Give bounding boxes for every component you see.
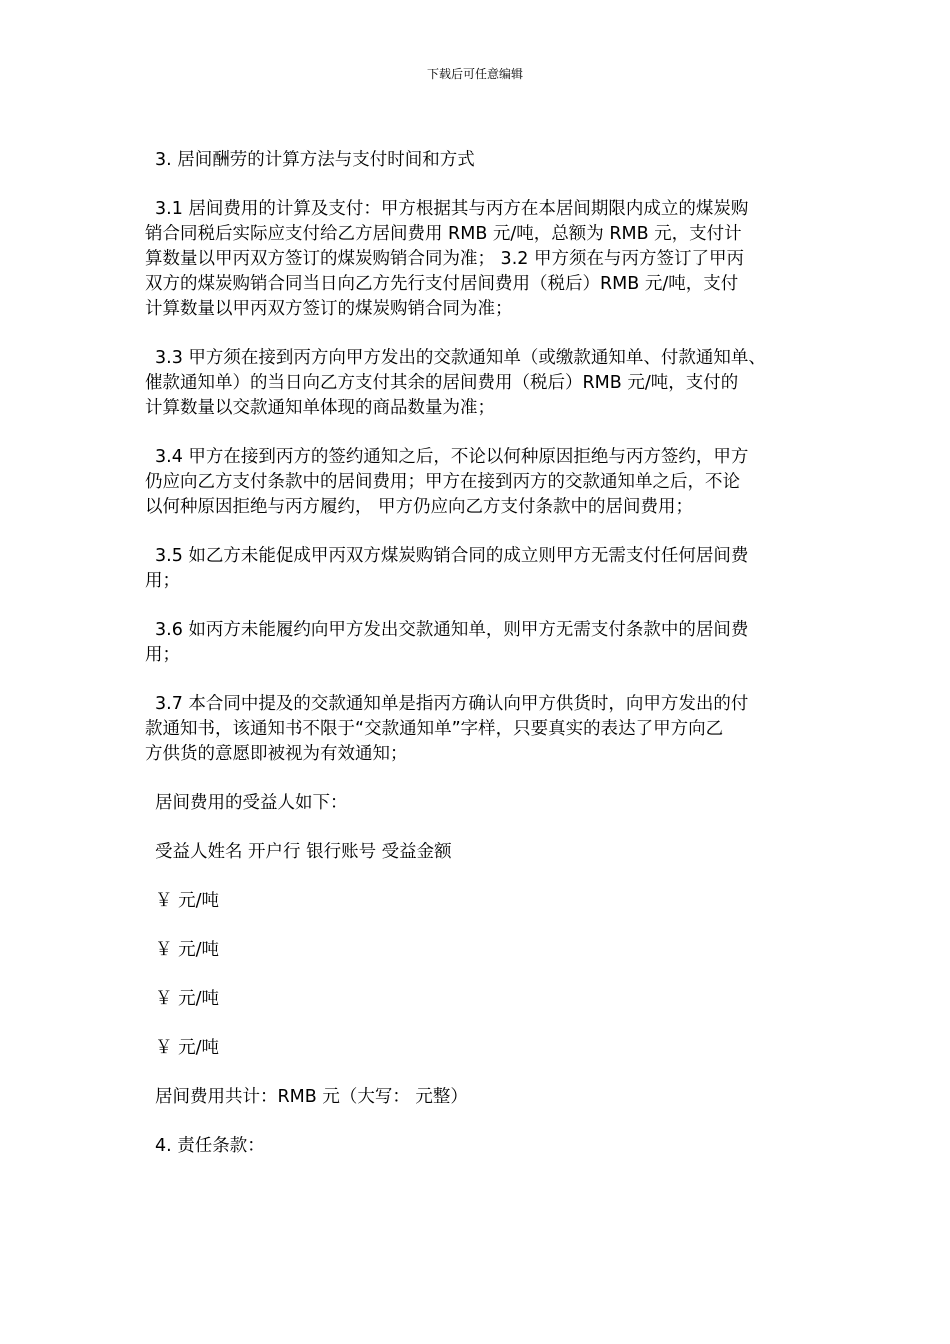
beneficiary-amount-1: ￥ 元/吨 — [155, 891, 219, 911]
beneficiary-intro: 居间费用的受益人如下： — [155, 793, 348, 813]
page-header: 下载后可任意编辑 — [426, 67, 523, 81]
clause-3-5: 3.5 如乙方未能促成甲丙双方煤炭购销合同的成立则甲方无需支付任何居间费 用； — [145, 546, 749, 591]
clause-3-7: 3.7 本合同中提及的交款通知单是指丙方确认向甲方供货时，向甲方发出的付 款通知书，该通知书不限于“交款通知单”字样，只要真实的表达了甲方向乙 方供货的意愿即被视为有效通知； — [145, 694, 749, 764]
total-fee: 居间费用共计：RMB 元（大写： 元整） — [155, 1087, 468, 1107]
clause-3-3: 3.3 甲方须在接到丙方向甲方发出的交款通知单（或缴款通知单、付款通知单、 催款通知单）的当日向乙方支付其余的居间费用（税后）RMB 元/吨，支付的 计算数量以交款通知单体现的商品数量为准； — [145, 348, 766, 418]
section-heading: 3. 居间酬劳的计算方法与支付时间和方式 — [155, 150, 475, 170]
beneficiary-amount-2: ￥ 元/吨 — [155, 940, 219, 960]
clause-3-6: 3.6 如丙方未能履约向甲方发出交款通知单，则甲方无需支付条款中的居间费 用； — [145, 620, 749, 665]
clause-3-1: 3.1 居间费用的计算及支付：甲方根据其与丙方在本居间期限内成立的煤炭购 销合同税后实际应支付给乙方居间费用 RMB 元/吨，总额为 RMB 元，支付计 算数量以甲丙双方签订的煤炭购销合同为准； 3.2 甲方须在与丙方签订了甲丙 双方的煤炭购销合同当日向乙方先行支付居间费用（税后）RMB 元/吨，支付 计算数量以甲丙双方签订的煤炭购销合同为准； — [145, 199, 749, 319]
clause-3-4: 3.4 甲方在接到丙方的签约通知之后，不论以何种原因拒绝与丙方签约，甲方 仍应向乙方支付条款中的居间费用；甲方在接到丙方的交款通知单之后，不论 以何种原因拒绝与丙方履约， 甲方仍应向乙方支付条款中的居间费用； — [145, 447, 749, 517]
section-4-heading: 4. 责任条款： — [155, 1136, 265, 1156]
beneficiary-amount-4: ￥ 元/吨 — [155, 1038, 219, 1058]
beneficiary-columns: 受益人姓名 开户行 银行账号 受益金额 — [155, 842, 452, 862]
document-body — [145, 148, 810, 1159]
beneficiary-amount-3: ￥ 元/吨 — [155, 989, 219, 1009]
